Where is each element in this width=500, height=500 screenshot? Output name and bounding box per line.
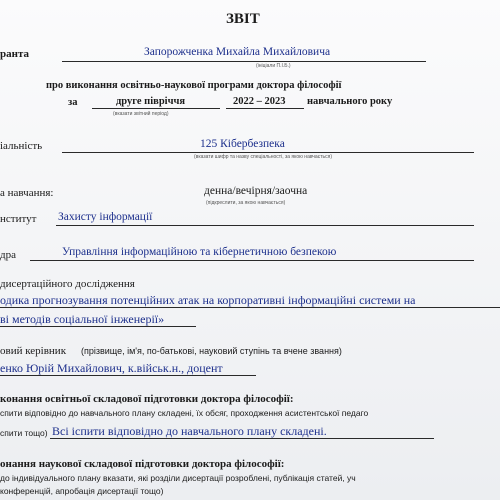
department-value: Управління інформаційною та кібернетичною безпекою (62, 246, 337, 258)
science-heading: онання наукової складової підготовки доктора філософії: (0, 458, 285, 470)
topic-underline-2 (0, 326, 196, 327)
year-suffix: навчального року (307, 96, 393, 107)
science-text-2: конференцій, апробація дисертації тощо) (0, 486, 164, 496)
specialty-value: 125 Кібербезпека (200, 138, 285, 150)
program-line: про виконання освітньо-наукової програми доктора філософії (46, 80, 342, 91)
student-underline (62, 61, 426, 62)
education-heading: конання освітньої складової підготовки доктора філософії: (0, 393, 294, 405)
supervisor-hint: (прізвище, ім'я, по-батькові, науковий ступінь та вчене звання) (81, 346, 342, 356)
department-label: дра (0, 249, 16, 261)
supervisor-underline (0, 375, 256, 376)
semester-caption: (вказати звітний період) (113, 111, 169, 117)
study-form-options: денна/вечірня/заочна (204, 185, 308, 197)
academic-years: 2022 – 2023 (233, 96, 286, 107)
specialty-caption: (вказати шифр та назву спеціальності, за якою навчається) (194, 154, 332, 160)
za-label: за (68, 97, 78, 108)
education-text-1: спити відповідно до навчального плану складені, їх обсяг, проходження асистентської педаго (0, 408, 369, 418)
topic-underline-1 (0, 307, 500, 308)
science-text-1: до індивідуального плану вказати, які розділи дисертації розроблені, публікація статей, уч (0, 473, 356, 483)
topic-line-1: одика прогнозування потенційних атак на корпоративні інформаційні системи на (0, 293, 416, 307)
semester-underline (92, 108, 220, 109)
topic-label: дисертаційного дослідження (0, 278, 135, 290)
specialty-underline (62, 152, 474, 153)
education-underline (50, 438, 434, 439)
supervisor-label: овий керівник (0, 345, 67, 357)
study-form-label: а навчання: (0, 187, 54, 199)
education-text-2-prefix: спити тощо) (0, 428, 48, 438)
years-underline (226, 108, 304, 109)
student-name: Запорожченка Михайла Михайловича (144, 46, 331, 58)
topic-line-2: ві методів соціальної інженерії» (0, 312, 165, 326)
supervisor-value: енко Юрій Михайлович, к.військ.н., доцент (0, 361, 223, 375)
student-caption: (ініціали П.І.Б.) (256, 63, 291, 69)
student-label: ранта (0, 48, 29, 60)
semester-value: друге півріччя (116, 96, 186, 107)
study-form-caption: (підкреслити, за якою навчається) (206, 200, 286, 206)
specialty-label: іальність (0, 140, 43, 152)
education-value: Всі іспити відповідно до навчального плану складені. (52, 424, 327, 438)
institute-underline (56, 225, 474, 226)
report-title: ЗВІТ (226, 11, 260, 27)
department-underline (30, 260, 474, 261)
institute-label: нститут (0, 213, 37, 225)
institute-value: Захисту інформації (58, 211, 153, 223)
